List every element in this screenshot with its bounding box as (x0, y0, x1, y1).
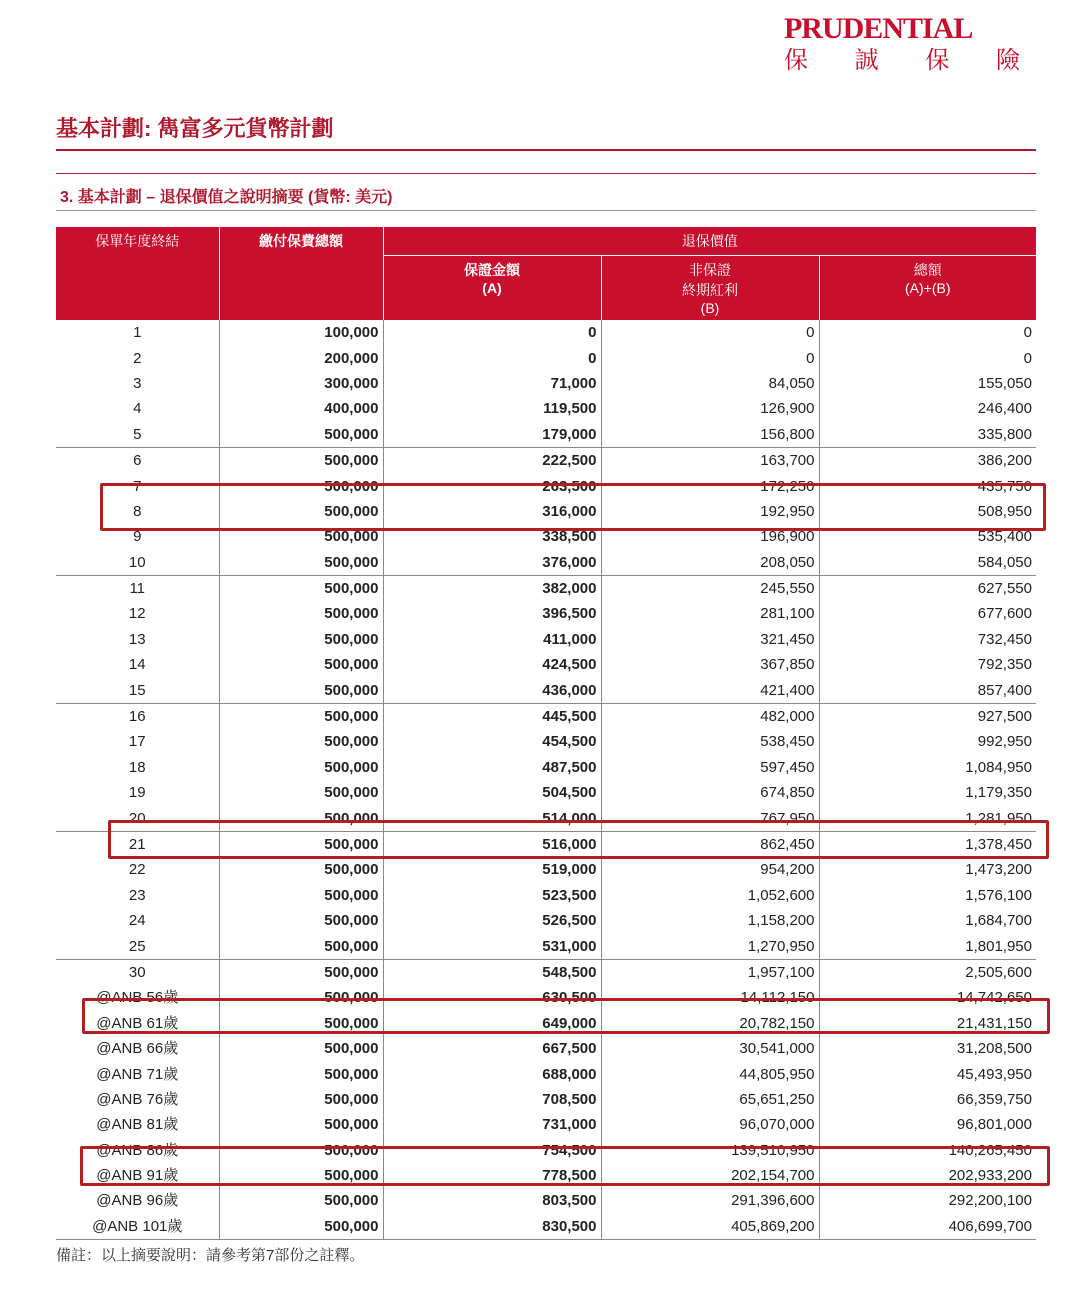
table-row (56, 550, 1036, 576)
cell-policy-year: 3 (56, 371, 219, 396)
table-row (56, 652, 1036, 677)
cell-guaranteed: 487,500 (383, 755, 601, 780)
table-row (56, 780, 1036, 805)
cell-total-premium: 500,000 (219, 831, 383, 857)
cell-guaranteed: 376,000 (383, 550, 601, 576)
cell-guaranteed: 0 (383, 320, 601, 345)
header-total: 總額 (A)+(B) (819, 256, 1036, 321)
cell-bonus: 96,070,000 (601, 1112, 819, 1137)
cell-bonus: 862,450 (601, 831, 819, 857)
cell-guaranteed: 179,000 (383, 422, 601, 448)
cell-policy-year: @ANB 81歲 (56, 1112, 219, 1137)
cell-total-premium: 500,000 (219, 755, 383, 780)
cell-bonus: 84,050 (601, 371, 819, 396)
remark-note: 備註：以上摘要說明：請參考第7部份之註釋。 (56, 1247, 365, 1264)
cell-bonus: 156,800 (601, 422, 819, 448)
cell-total: 140,265,450 (948, 1141, 1032, 1159)
cell-guaranteed: 71,000 (383, 371, 601, 396)
table-row (56, 883, 1036, 908)
cell-policy-year: @ANB 101歲 (56, 1214, 219, 1240)
cell-guaranteed: 548,500 (383, 959, 601, 985)
table-row (56, 805, 1036, 831)
table-row (56, 1163, 1036, 1188)
cell-total-premium: 500,000 (219, 1214, 383, 1240)
header-surrender-value: 退保價值 (383, 227, 1036, 256)
cell-bonus: 0 (601, 320, 819, 345)
cell-total: 732,450 (977, 630, 1032, 648)
cell-total-premium: 500,000 (219, 627, 383, 652)
cell-policy-year: @ANB 61歲 (56, 1011, 219, 1036)
cell-total-premium: 500,000 (219, 422, 383, 448)
table-row (56, 1011, 1036, 1036)
cell-bonus: 44,805,950 (601, 1061, 819, 1086)
cell-total-premium: 500,000 (219, 601, 383, 626)
cell-guaranteed: 688,000 (383, 1061, 601, 1086)
cell-policy-year: 15 (56, 677, 219, 703)
cell-guaranteed: 338,500 (383, 524, 601, 549)
divider (56, 173, 1036, 174)
cell-total: 2,505,600 (819, 959, 1036, 985)
cell-total: 435,750 (977, 477, 1032, 495)
cell-guaranteed: 731,000 (383, 1112, 601, 1137)
table-row (56, 1214, 1036, 1240)
cell-total-premium: 100,000 (219, 320, 383, 345)
cell-bonus: 163,700 (601, 447, 819, 473)
cell-total-premium: 500,000 (219, 652, 383, 677)
cell-total: 535,400 (977, 528, 1032, 546)
cell-policy-year: 11 (56, 575, 219, 601)
cell-total-premium: 500,000 (219, 805, 383, 831)
cell-total: 584,050 (977, 553, 1032, 571)
cell-policy-year: 5 (56, 422, 219, 448)
cell-total: 96,801,000 (956, 1116, 1032, 1134)
cell-total-premium: 500,000 (219, 1036, 383, 1061)
cell-guaranteed: 830,500 (383, 1214, 601, 1240)
cell-policy-year: @ANB 71歲 (56, 1061, 219, 1086)
table-row (56, 857, 1036, 882)
table-row (56, 1188, 1036, 1213)
cell-total: 1,473,200 (965, 861, 1032, 879)
cell-policy-year: @ANB 91歲 (56, 1163, 219, 1188)
cell-guaranteed: 516,000 (383, 831, 601, 857)
cell-total-premium: 500,000 (219, 959, 383, 985)
table-row (56, 755, 1036, 780)
cell-guaranteed: 708,500 (383, 1087, 601, 1112)
cell-total: 1,084,950 (965, 758, 1032, 776)
cell-total: 1,281,950 (965, 809, 1032, 827)
cell-total-premium: 500,000 (219, 524, 383, 549)
cell-total-premium: 400,000 (219, 396, 383, 421)
cell-total-premium: 500,000 (219, 677, 383, 703)
cell-guaranteed: 531,000 (383, 933, 601, 959)
cell-policy-year: @ANB 56歲 (56, 985, 219, 1010)
cell-policy-year: 20 (56, 805, 219, 831)
cell-total: 627,550 (819, 575, 1036, 601)
cell-bonus: 30,541,000 (601, 1036, 819, 1061)
cell-bonus: 0 (601, 345, 819, 370)
cell-guaranteed: 514,000 (383, 805, 601, 831)
cell-total: 155,050 (977, 374, 1032, 392)
cell-total: 0 (1023, 349, 1032, 367)
cell-total: 66,359,750 (956, 1090, 1032, 1108)
cell-policy-year: 17 (56, 729, 219, 754)
cell-total: 1,801,950 (965, 937, 1032, 955)
cell-total: 1,684,700 (965, 912, 1032, 930)
cell-total: 386,200 (819, 447, 1036, 473)
table-row (56, 601, 1036, 626)
table-row (56, 677, 1036, 703)
brand-name-chinese: 保 誠 保 險 (783, 47, 1040, 74)
cell-bonus: 65,651,250 (601, 1087, 819, 1112)
cell-guaranteed: 803,500 (383, 1188, 601, 1213)
section-title: 3. 基本計劃 – 退保價值之說明摘要 (貨幣: 美元) (60, 189, 393, 206)
cell-total-premium: 500,000 (219, 985, 383, 1010)
cell-policy-year: 23 (56, 883, 219, 908)
cell-bonus: 367,850 (601, 652, 819, 677)
cell-total: 335,800 (977, 425, 1032, 443)
cell-total-premium: 500,000 (219, 1138, 383, 1163)
cell-policy-year: 12 (56, 601, 219, 626)
cell-bonus: 245,550 (601, 575, 819, 601)
cell-bonus: 208,050 (601, 550, 819, 576)
cell-guaranteed: 382,000 (383, 575, 601, 601)
cell-bonus: 321,450 (601, 627, 819, 652)
cell-policy-year: @ANB 66歲 (56, 1036, 219, 1061)
cell-policy-year: 25 (56, 933, 219, 959)
table-row (56, 703, 1036, 729)
cell-guaranteed: 411,000 (383, 627, 601, 652)
cell-policy-year: 7 (56, 473, 219, 498)
cell-bonus: 281,100 (601, 601, 819, 626)
table-row (56, 1112, 1036, 1137)
cell-total: 246,400 (977, 400, 1032, 418)
cell-policy-year: 2 (56, 345, 219, 370)
cell-guaranteed: 424,500 (383, 652, 601, 677)
table-row (56, 1061, 1036, 1086)
cell-total: 21,431,150 (956, 1014, 1032, 1032)
cell-bonus: 14,112,150 (601, 985, 819, 1010)
cell-bonus: 421,400 (601, 677, 819, 703)
cell-guaranteed: 667,500 (383, 1036, 601, 1061)
cell-policy-year: 19 (56, 780, 219, 805)
cell-total: 14,742,650 (956, 989, 1032, 1007)
cell-policy-year: 10 (56, 550, 219, 576)
cell-policy-year: @ANB 76歲 (56, 1087, 219, 1112)
brand-logo (784, 14, 1040, 76)
header-policy-year: 保單年度終結 (56, 227, 219, 320)
cell-total-premium: 500,000 (219, 1163, 383, 1188)
table-body (56, 320, 1036, 1240)
cell-total-premium: 500,000 (219, 1011, 383, 1036)
cell-bonus: 954,200 (601, 857, 819, 882)
cell-guaranteed: 316,000 (383, 499, 601, 524)
cell-policy-year: 1 (56, 320, 219, 345)
cell-bonus: 482,000 (601, 703, 819, 729)
document-title: 基本計劃: 雋富多元貨幣計劃 (56, 112, 1036, 151)
table-row (56, 1036, 1036, 1061)
cell-total-premium: 500,000 (219, 883, 383, 908)
cell-policy-year: 4 (56, 396, 219, 421)
cell-guaranteed: 436,000 (383, 677, 601, 703)
cell-total-premium: 500,000 (219, 447, 383, 473)
cell-total-premium: 500,000 (219, 1087, 383, 1112)
cell-policy-year: 9 (56, 524, 219, 549)
cell-bonus: 767,950 (601, 805, 819, 831)
cell-total-premium: 300,000 (219, 371, 383, 396)
cell-total-premium: 500,000 (219, 473, 383, 498)
cell-total-premium: 500,000 (219, 729, 383, 754)
cell-guaranteed: 523,500 (383, 883, 601, 908)
table-row (56, 396, 1036, 421)
cell-policy-year: 6 (56, 447, 219, 473)
cell-total-premium: 500,000 (219, 1188, 383, 1213)
cell-guaranteed: 526,500 (383, 908, 601, 933)
cell-bonus: 139,510,950 (601, 1138, 819, 1163)
cell-total-premium: 500,000 (219, 575, 383, 601)
cell-bonus: 1,270,950 (601, 933, 819, 959)
cell-policy-year: @ANB 86歲 (56, 1138, 219, 1163)
cell-bonus: 1,957,100 (601, 959, 819, 985)
cell-policy-year: 21 (56, 831, 219, 857)
table-row (56, 729, 1036, 754)
table-row (56, 908, 1036, 933)
cell-bonus: 674,850 (601, 780, 819, 805)
cell-policy-year: 30 (56, 959, 219, 985)
table-row (56, 575, 1036, 601)
cell-bonus: 202,154,700 (601, 1163, 819, 1188)
table-row (56, 499, 1036, 524)
cell-guaranteed: 778,500 (383, 1163, 601, 1188)
cell-total-premium: 200,000 (219, 345, 383, 370)
cell-guaranteed: 454,500 (383, 729, 601, 754)
cell-policy-year: 22 (56, 857, 219, 882)
cell-total: 992,950 (977, 733, 1032, 751)
table-row (56, 320, 1036, 345)
cell-total-premium: 500,000 (219, 499, 383, 524)
cell-bonus: 538,450 (601, 729, 819, 754)
cell-guaranteed: 263,500 (383, 473, 601, 498)
cell-total-premium: 500,000 (219, 703, 383, 729)
cell-guaranteed: 119,500 (383, 396, 601, 421)
cell-bonus: 291,396,600 (601, 1188, 819, 1213)
table-row (56, 933, 1036, 959)
cell-policy-year: 18 (56, 755, 219, 780)
cell-bonus: 1,052,600 (601, 883, 819, 908)
cell-policy-year: 8 (56, 499, 219, 524)
cell-guaranteed: 519,000 (383, 857, 601, 882)
header-total-premium: 繳付保費總額 (219, 227, 383, 320)
cell-policy-year: 13 (56, 627, 219, 652)
table-row (56, 447, 1036, 473)
table-row (56, 524, 1036, 549)
cell-total: 927,500 (819, 703, 1036, 729)
table-row (56, 831, 1036, 857)
cell-total: 45,493,950 (956, 1065, 1032, 1083)
cell-bonus: 405,869,200 (601, 1214, 819, 1240)
cell-policy-year: 24 (56, 908, 219, 933)
cell-total: 292,200,100 (948, 1192, 1032, 1210)
cell-guaranteed: 649,000 (383, 1011, 601, 1036)
cell-guaranteed: 222,500 (383, 447, 601, 473)
cell-policy-year: @ANB 96歲 (56, 1188, 219, 1213)
table-row (56, 627, 1036, 652)
cell-total: 406,699,700 (819, 1214, 1036, 1240)
cell-total: 1,179,350 (965, 784, 1032, 802)
cell-guaranteed: 630,500 (383, 985, 601, 1010)
table-row (56, 1087, 1036, 1112)
cell-policy-year: 14 (56, 652, 219, 677)
header-guaranteed-amount: 保證金額 (A) (383, 256, 601, 321)
cell-total-premium: 500,000 (219, 1061, 383, 1086)
cell-total: 857,400 (977, 681, 1032, 699)
cell-total-premium: 500,000 (219, 550, 383, 576)
table-row (56, 345, 1036, 370)
cell-bonus: 172,250 (601, 473, 819, 498)
cell-guaranteed: 754,500 (383, 1138, 601, 1163)
cell-guaranteed: 0 (383, 345, 601, 370)
table-row (56, 422, 1036, 448)
divider (56, 210, 1036, 211)
cell-total: 792,350 (977, 656, 1032, 674)
cell-bonus: 20,782,150 (601, 1011, 819, 1036)
table-row (56, 959, 1036, 985)
cell-total: 508,950 (977, 502, 1032, 520)
cell-total: 1,378,450 (819, 831, 1036, 857)
cell-total-premium: 500,000 (219, 857, 383, 882)
cell-bonus: 196,900 (601, 524, 819, 549)
cell-bonus: 192,950 (601, 499, 819, 524)
cell-guaranteed: 504,500 (383, 780, 601, 805)
table-row (56, 985, 1036, 1010)
cell-guaranteed: 445,500 (383, 703, 601, 729)
cell-total: 677,600 (977, 605, 1032, 623)
cell-total-premium: 500,000 (219, 1112, 383, 1137)
cell-total: 0 (1023, 324, 1032, 342)
cell-total-premium: 500,000 (219, 933, 383, 959)
table-row (56, 473, 1036, 498)
table-row (56, 371, 1036, 396)
cell-total-premium: 500,000 (219, 908, 383, 933)
cell-bonus: 126,900 (601, 396, 819, 421)
cell-policy-year: 16 (56, 703, 219, 729)
cell-bonus: 597,450 (601, 755, 819, 780)
header-non-guaranteed-bonus: 非保證 終期紅利 (B) (601, 256, 819, 321)
cell-total: 1,576,100 (965, 886, 1032, 904)
brand-name: PRUDENTIAL (783, 12, 973, 45)
cell-bonus: 1,158,200 (601, 908, 819, 933)
table-row (56, 1138, 1036, 1163)
cell-total-premium: 500,000 (219, 780, 383, 805)
cell-guaranteed: 396,500 (383, 601, 601, 626)
cell-total: 202,933,200 (948, 1167, 1032, 1185)
cell-total: 31,208,500 (956, 1040, 1032, 1058)
surrender-value-table (56, 227, 1036, 1240)
